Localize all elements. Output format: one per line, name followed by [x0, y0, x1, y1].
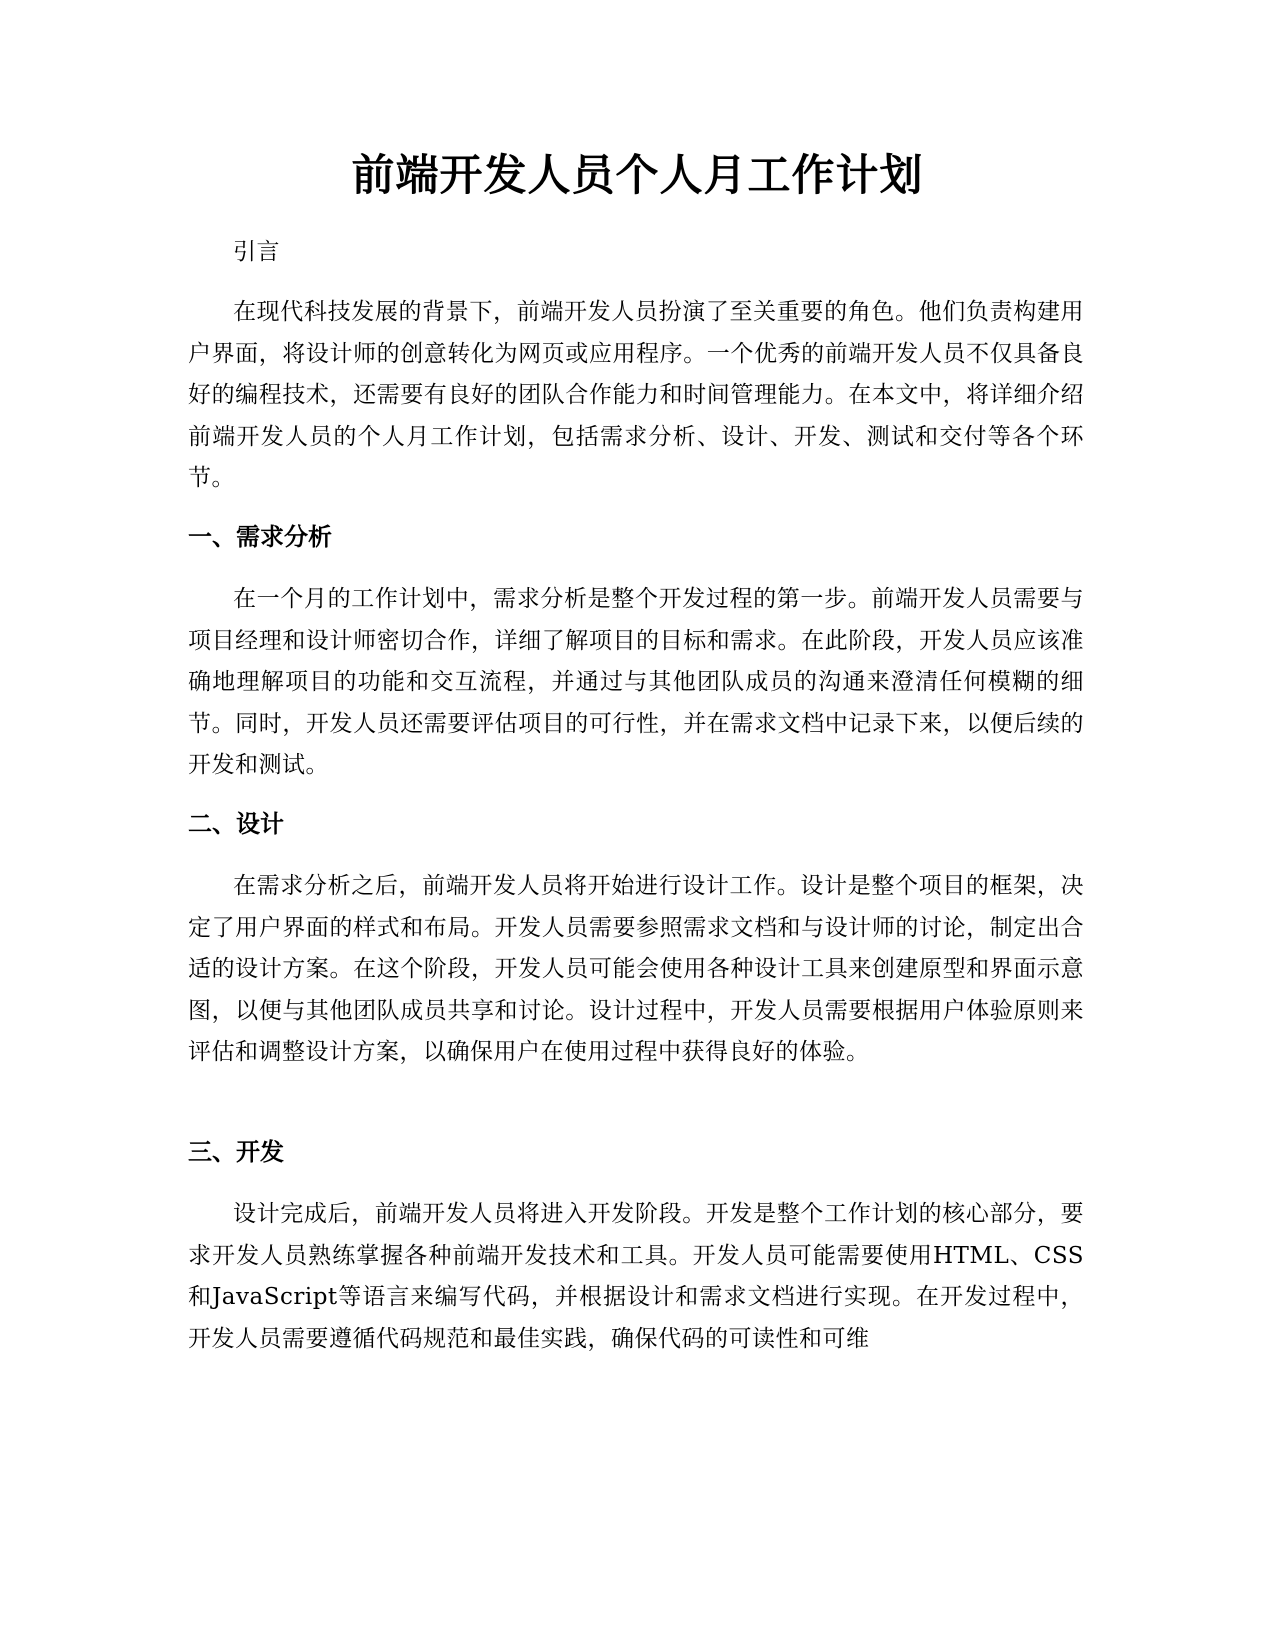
- document-title: 前端开发人员个人月工作计划: [351, 151, 924, 201]
- section-paragraph-design: 在需求分析之后，前端开发人员将开始进行设计工作。设计是整个项目的框架，决定了用户界面的样式和布局。开发人员需要参照需求文档和与设计师的讨论，制定出合适的设计方案。在这个阶段，开发人员可能会使用各种设计工具来创建原型和界面示意图，以便与其他团队成员共享和讨论。设计过程中，开发人员需要根据用户体验原则来评估和调整设计方案，以确保用户在使用过程中获得良好的体验。: [188, 873, 1084, 1065]
- section-paragraph-development: 设计完成后，前端开发人员将进入开发阶段。开发是整个工作计划的核心部分，要求开发人员熟练掌握各种前端开发技术和工具。开发人员可能需要使用HTML、CSS和JavaScript等语言来编写代码，并根据设计和需求文档进行实现。在开发过程中，开发人员需要遵循代码规范和最佳实践，确保代码的可读性和可维: [188, 1201, 1084, 1352]
- section-heading-development: 三、开发: [188, 1138, 284, 1166]
- section-heading-design: 二、设计: [188, 810, 284, 838]
- section-paragraph-requirements: 在一个月的工作计划中，需求分析是整个开发过程的第一步。前端开发人员需要与项目经理和设计师密切合作，详细了解项目的目标和需求。在此阶段，开发人员应该准确地理解项目的功能和交互流程，并通过与其他团队成员的沟通来澄清任何模糊的细节。同时，开发人员还需要评估项目的可行性，并在需求文档中记录下来，以便后续的开发和测试。: [188, 586, 1084, 778]
- section-heading-requirements: 一、需求分析: [188, 523, 332, 551]
- intro-label: 引言: [233, 239, 280, 265]
- intro-paragraph: 在现代科技发展的背景下，前端开发人员扮演了至关重要的角色。他们负责构建用户界面，将设计师的创意转化为网页或应用程序。一个优秀的前端开发人员不仅具备良好的编程技术，还需要有良好的团队合作能力和时间管理能力。在本文中，将详细介绍前端开发人员的个人月工作计划，包括需求分析、设计、开发、测试和交付等各个环节。: [188, 299, 1084, 491]
